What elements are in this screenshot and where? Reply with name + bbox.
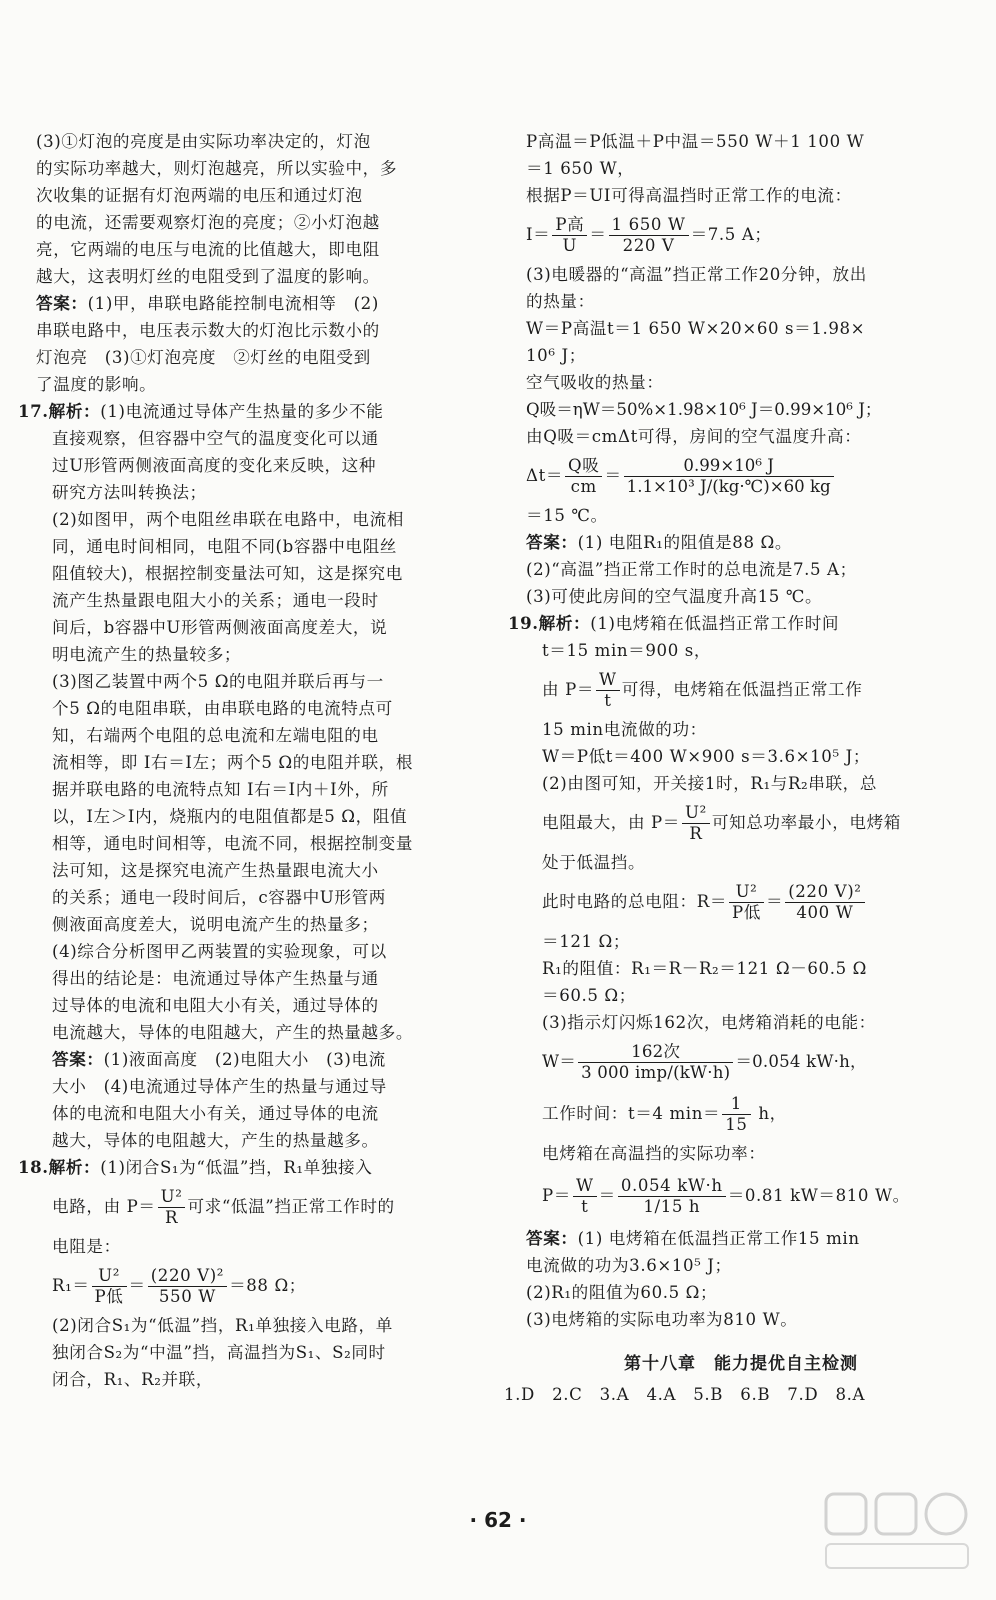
text-line: 个5 Ω的电阻串联，由串联电路的电流特点可: [52, 699, 393, 718]
formula-line: I＝ $\frac{\text{P高}}{U}$ ＝ $\frac{1 650 W}{220 V}$ ＝7.5 A；: [526, 215, 772, 255]
formula-line: 由 P＝ $\frac{W}{t}$ 可得，电烤箱在低温挡正常工作: [542, 670, 863, 710]
text-line: (2)闭合S₁为“低温”挡，R₁单独接入电路，单: [52, 1316, 393, 1335]
text-line: (2)由图可知，开关接1时，R₁与R₂串联，总: [542, 774, 878, 793]
answer-label: 答案：: [52, 1049, 104, 1069]
question-18-heading: 18.解析：(1)闭合S₁为“低温”挡，R₁单独接入: [18, 1157, 373, 1177]
fraction: $\frac{1 650 W}{220 V}$: [609, 215, 689, 256]
text-line: 的热量：: [526, 292, 595, 311]
text-line: (3)电烤箱的实际电功率为810 W。: [526, 1310, 798, 1329]
text-line: 空气吸收的热量：: [526, 373, 664, 392]
text-line: Q吸＝ηW＝50%×1.98×10⁶ J＝0.99×10⁶ J；: [526, 400, 882, 419]
formula-line: W＝ $\frac{\text{162次}}{\text{3 000 imp/(kW·h)}}$ ＝0.054 kW·h，: [542, 1042, 867, 1082]
fraction: $\frac{\text{(220 V)²}}{400 W}$: [785, 882, 864, 923]
fraction: $\frac{\text{U²}}{R}$: [158, 1187, 186, 1228]
text-line: 大小 (4)电流通过导体产生的热量与通过导: [52, 1077, 387, 1096]
fraction: $\frac{W}{t}$: [596, 670, 620, 711]
text-line: 侧液面高度差大，说明电流产生的热量多；: [52, 915, 379, 934]
question-number: 17.: [18, 401, 49, 421]
text-line: 直接观察，但容器中空气的温度变化可以通: [52, 429, 379, 448]
question-17-heading: 17.解析：(1)电流通过导体产生热量的多少不能: [18, 401, 384, 421]
text-line: (3)可使此房间的空气温度升高15 ℃。: [526, 587, 823, 606]
text-line: 以，I左＞I内，烧瓶内的电阻值都是5 Ω，阻值: [52, 807, 408, 826]
right-column: [504, 128, 956, 1408]
answer-19: 答案：(1) 电烤箱在低温挡正常工作15 min: [526, 1228, 860, 1248]
chapter-heading: 第十八章 能力提优自主检测: [624, 1354, 858, 1374]
fraction: $\frac{\text{162次}}{\text{3 000 imp/(kW·h)}}$: [578, 1042, 733, 1083]
text-line: ＝121 Ω；: [542, 932, 631, 951]
text-line: 独闭合S₂为“中温”挡，高温挡为S₁、S₂同时: [52, 1343, 386, 1362]
text-line: 了温度的影响。: [36, 375, 157, 394]
text-line: 闭合，R₁、R₂并联，: [52, 1370, 214, 1389]
choice-answers: 1.D 2.C 3.A 4.A 5.B 6.B 7.D 8.A: [504, 1385, 866, 1404]
fraction: $\frac{\text{U²}}{R}$: [682, 803, 710, 844]
text-line: 越大，这表明灯丝的电阻受到了温度的影响。: [36, 267, 380, 286]
text-line: (3)图乙装置中两个5 Ω的电阻并联后再与一: [52, 672, 384, 691]
fraction: $\frac{W}{t}$: [573, 1176, 597, 1217]
text-line: (3)指示灯闪烁162次，电烤箱消耗的电能：: [542, 1013, 876, 1032]
watermark-logo-icon: [822, 1490, 972, 1572]
question-19-heading: 19.解析：(1)电烤箱在低温挡正常工作时间: [508, 613, 840, 633]
text-line: 的电流，还需要观察灯泡的亮度；②小灯泡越: [36, 213, 380, 232]
text-line: (2)R₁的阻值为60.5 Ω；: [526, 1283, 718, 1302]
text-line: 电流越大，导体的电阻越大，产生的热量越多。: [52, 1023, 414, 1042]
fraction: $\frac{\text{(220 V)²}}{550 W}$: [148, 1266, 227, 1307]
text-line: 阻值较大)，根据控制变量法可知，这是探究电: [52, 564, 403, 583]
text-line: 10⁶ J；: [526, 346, 586, 365]
formula-line: 电路，由 P＝ $\frac{\text{U²}}{R}$ 可求“低温”挡正常工作时的: [52, 1187, 395, 1227]
text-line: 根据P＝UI可得高温挡时正常工作的电流：: [526, 186, 852, 205]
text-line: 知，右端两个电阻的总电流和左端电阻的电: [52, 726, 379, 745]
text-line: W＝P低t＝400 W×900 s＝3.6×10⁵ J；: [542, 747, 871, 766]
text-line: 电阻是：: [52, 1237, 121, 1256]
answer-label: 答案：: [36, 293, 88, 313]
analysis-label: 解析：: [48, 1157, 101, 1177]
text-line: 亮，它两端的电压与电流的比值越大，即电阻: [36, 240, 380, 259]
fraction: $\frac{\text{P高}}{U}$: [552, 215, 587, 256]
text-line: 越大，导体的电阻越大，产生的热量越多。: [52, 1131, 379, 1150]
text-line: 串联电路中，电压表示数大的灯泡比示数小的: [36, 321, 380, 340]
text-line: 据并联电路的电流特点知 I右＝I内＋I外，所: [52, 780, 389, 799]
left-column: [18, 128, 468, 1393]
page-number: · 62 ·: [469, 1508, 527, 1532]
formula-line: Δt＝ $\frac{\text{Q吸}}{cm}$ ＝ $\frac{\text{0.99×10⁶ J}}{\text{1.1×10³ J/(kg·℃)×60 kg}}$: [526, 450, 956, 502]
text-line: W＝P高温t＝1 650 W×20×60 s＝1.98×: [526, 319, 866, 338]
answer-18: 答案：(1) 电阻R₁的阻值是88 Ω。: [526, 532, 793, 552]
answer-17: 答案：(1)液面高度 (2)电阻大小 (3)电流: [52, 1049, 386, 1069]
text-line: 处于低温挡。: [542, 853, 646, 872]
text-line: 电流做的功为3.6×10⁵ J；: [526, 1256, 732, 1275]
text-line: 明电流产生的热量较多；: [52, 645, 242, 664]
formula-line: 此时电路的总电阻：R＝ $\frac{\text{U²}}{\text{P低}}$ ＝ $\frac{\text{(220 V)²}}{400 W}$: [526, 876, 956, 928]
text-line: ＝60.5 Ω；: [542, 986, 636, 1005]
answer-label: 答案：: [526, 1228, 578, 1248]
text-line: R₁的阻值：R₁＝R－R₂＝121 Ω－60.5 Ω: [542, 959, 867, 978]
text-line: (3)①灯泡的亮度是由实际功率决定的，灯泡: [36, 132, 371, 151]
formula-line: R₁＝ $\frac{\text{U²}}{\text{P低}}$ ＝ $\frac{\text{(220 V)²}}{550 W}$ ＝88 Ω；: [52, 1266, 306, 1306]
text-line: 灯泡亮 (3)①灯泡亮度 ②灯丝的电阻受到: [36, 348, 371, 367]
analysis-label: 解析：: [538, 613, 591, 633]
text-line: 次收集的证据有灯泡两端的电压和通过灯泡: [36, 186, 363, 205]
question-number: 19.: [508, 613, 539, 633]
text-line: 间后，b容器中U形管两侧液面高度差大，说: [52, 618, 388, 637]
formula-line: P＝ $\frac{W}{t}$ ＝ $\frac{0.054 kW\cdot h}{1/15 h}$ ＝0.81 kW＝810 W。: [542, 1176, 910, 1216]
fraction: $\frac{0.054 kW\cdot h}{1/15 h}$: [618, 1176, 726, 1217]
text-line: (2)如图甲，两个电阻丝串联在电路中，电流相: [52, 510, 404, 529]
text-line: 过导体的电流和电阻大小有关，通过导体的: [52, 996, 379, 1015]
text-line: 同，通电时间相同，电阻不同(b容器中电阻丝: [52, 537, 397, 556]
text-line: (4)综合分析图甲乙两装置的实验现象，可以: [52, 942, 387, 961]
text-line: ＝1 650 W，: [526, 159, 635, 178]
text-line: 得出的结论是：电流通过导体产生热量与通: [52, 969, 379, 988]
text-line: 体的电流和电阻大小有关，通过导体的电流: [52, 1104, 379, 1123]
fraction: $\frac{\text{U²}}{\text{P低}}$: [729, 882, 764, 923]
analysis-label: 解析：: [48, 401, 101, 421]
formula-line: 工作时间：t＝4 min＝ $\frac{1}{15}$ h，: [542, 1094, 787, 1134]
text-line: 流相等，即 I右＝I左；两个5 Ω的电阻并联，根: [52, 753, 414, 772]
text-line: 的关系；通电一段时间后，c容器中U形管两: [52, 888, 386, 907]
text-line: t＝15 min＝900 s，: [542, 641, 712, 660]
fraction: $\frac{\text{Q吸}}{cm}$: [565, 456, 602, 497]
text-line: (2)“高温”挡正常工作时的总电流是7.5 A；: [526, 560, 857, 579]
text-line: 流产生热量跟电阻大小的关系；通电一段时: [52, 591, 379, 610]
text-line: 由Q吸＝cmΔt可得，房间的空气温度升高：: [526, 427, 862, 446]
text-line: 的实际功率越大，则灯泡越亮，所以实验中，多: [36, 159, 398, 178]
text-line: 相等，通电时间相等，电流不同，根据控制变量: [52, 834, 414, 853]
formula-line: 电阻最大，由 P＝ $\frac{\text{U²}}{R}$ 可知总功率最小，电烤箱: [542, 803, 901, 843]
text-line: 15 min电流做的功：: [542, 720, 707, 739]
text-line: P高温＝P低温＋P中温＝550 W＋1 100 W: [526, 132, 865, 151]
text-line: 电烤箱在高温挡的实际功率：: [542, 1144, 766, 1163]
text-line: 过U形管两侧液面高度的变化来反映，这种: [52, 456, 377, 475]
text-line: 研究方法叫转换法；: [52, 483, 207, 502]
text-line: (3)电暖器的“高温”挡正常工作20分钟，放出: [526, 265, 867, 284]
fraction: $\frac{\text{U²}}{\text{P低}}$: [92, 1266, 127, 1307]
question-number: 18.: [18, 1157, 49, 1177]
answer-16: 答案：(1)甲，串联电路能控制电流相等 (2): [36, 293, 379, 313]
text-line: 法可知，这是探究电流产生热量跟电流大小: [52, 861, 379, 880]
text-line: ＝15 ℃。: [526, 506, 608, 525]
fraction: $\frac{1}{15}$: [722, 1094, 750, 1135]
answer-label: 答案：: [526, 532, 578, 552]
fraction: $\frac{\text{0.99×10⁶ J}}{\text{1.1×10³ J/(kg·℃)×60 kg}}$: [624, 456, 834, 497]
